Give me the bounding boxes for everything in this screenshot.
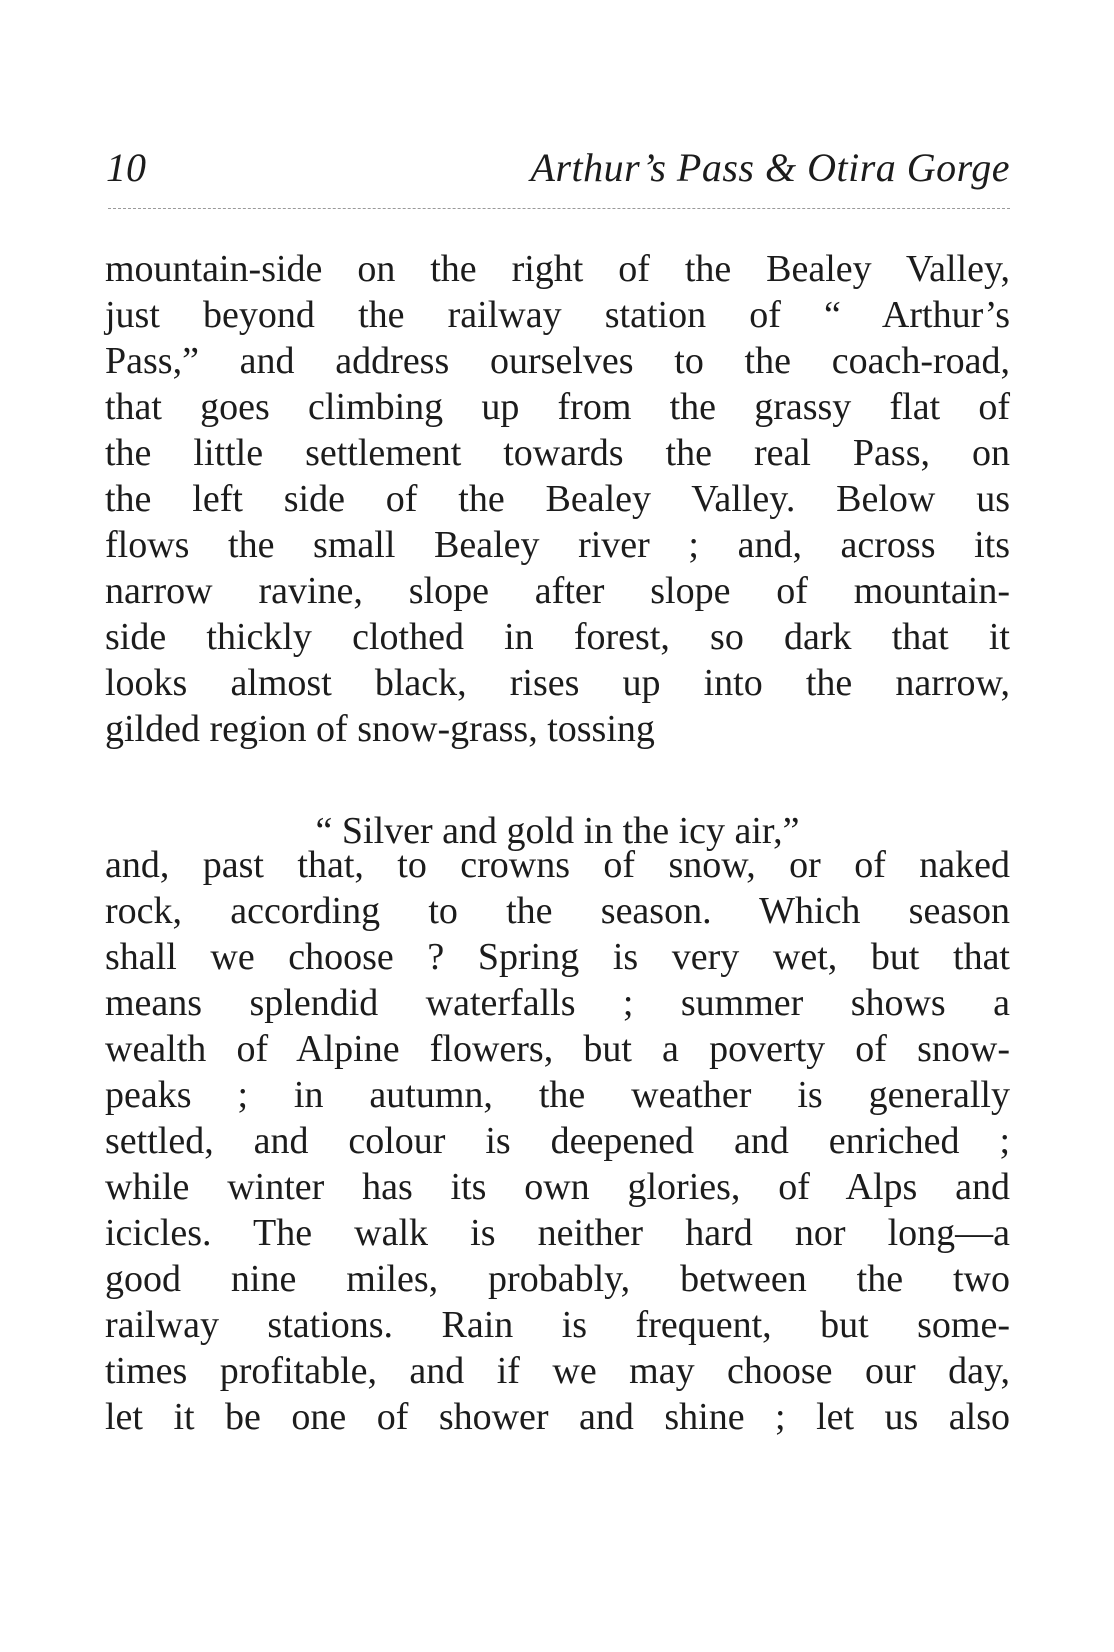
text-line: good nine miles, probably, between the two [105,1258,1010,1300]
text-line: side thickly clothed in forest, so dark that it [105,616,1010,658]
page-header [100,142,1010,194]
running-title: Arthur’s Pass & Otira Gorge [530,145,1010,190]
header-rule [108,208,1010,209]
text-line: just beyond the railway station of “ Arthur’s [105,294,1010,336]
text-line: railway stations. Rain is frequent, but some- [105,1304,1010,1346]
text-line: Pass,” and address ourselves to the coach-road, [105,340,1010,382]
text-line: shall we choose ? Spring is very wet, but that [105,936,1010,978]
text-line: wealth of Alpine flowers, but a poverty of snow- [105,1028,1010,1070]
verse-quote: “ Silver and gold in the icy air,” [315,810,800,852]
text-line: narrow ravine, slope after slope of mountain- [105,570,1010,612]
text-line: looks almost black, rises up into the narrow, [105,662,1010,704]
text-line: and, past that, to crowns of snow, or of naked [105,844,1010,886]
text-line: gilded region of snow-grass, tossing [105,708,655,750]
text-line: rock, according to the season. Which season [105,890,1010,932]
text-line: peaks ; in autumn, the weather is generally [105,1074,1010,1116]
text-line: settled, and colour is deepened and enriched ; [105,1120,1010,1162]
text-line: mountain-side on the right of the Bealey Valley, [105,248,1010,290]
page-number: 10 [106,145,146,190]
text-line: that goes climbing up from the grassy flat of [105,386,1010,428]
text-line: the left side of the Bealey Valley. Below us [105,478,1010,520]
text-line: the little settlement towards the real Pass, on [105,432,1010,474]
text-line: flows the small Bealey river ; and, across its [105,524,1010,566]
text-line: let it be one of shower and shine ; let us also [105,1396,1010,1438]
text-line: while winter has its own glories, of Alps and [105,1166,1010,1208]
text-line: icicles. The walk is neither hard nor long—a [105,1212,1010,1254]
text-line: times profitable, and if we may choose our day, [105,1350,1010,1392]
text-line: means splendid waterfalls ; summer shows a [105,982,1010,1024]
